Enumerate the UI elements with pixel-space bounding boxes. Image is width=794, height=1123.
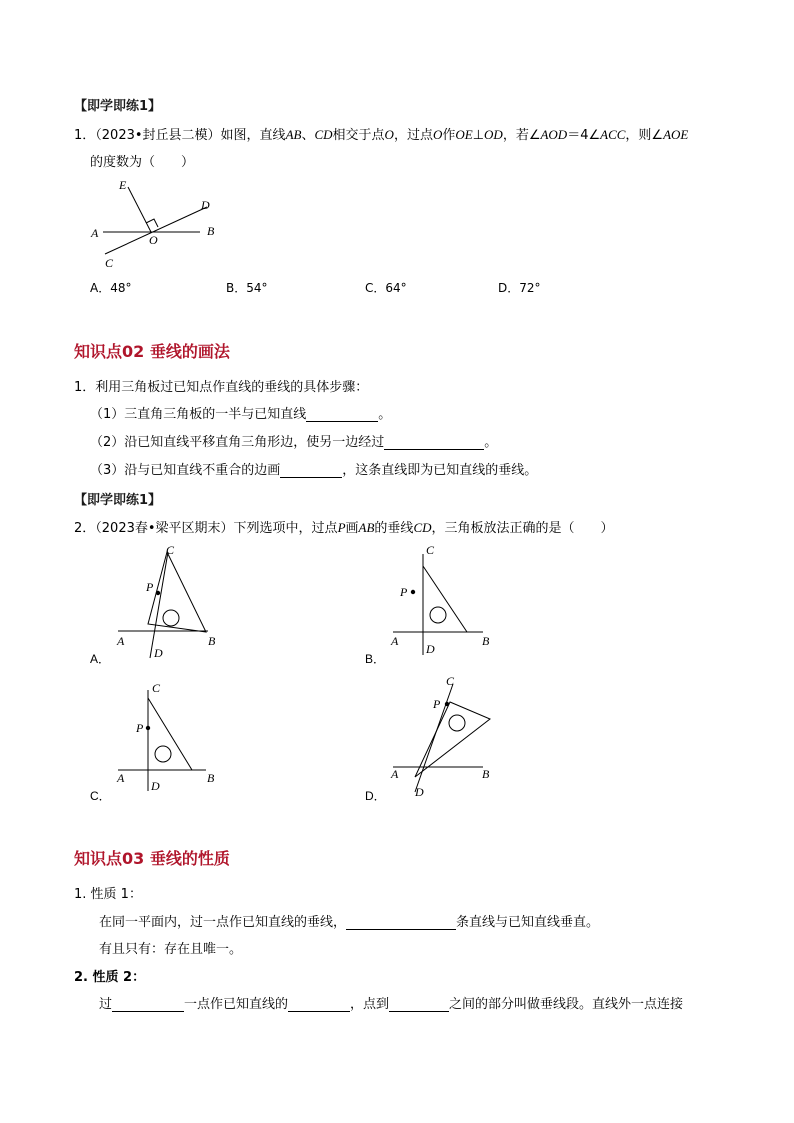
fill-blank[interactable] <box>346 915 456 930</box>
choice-d-label[interactable]: D． <box>365 789 386 803</box>
choice-d-figure <box>385 672 505 802</box>
section-title-02: 知识点02 垂线的画法 <box>74 342 230 361</box>
math-var: AOD <box>540 127 568 142</box>
question-text: ，则∠ <box>625 128 664 143</box>
question-source: （2023春•梁平区期末） <box>95 521 234 536</box>
question-text: ，三角板放法正确的是（ ） <box>431 521 614 536</box>
label-a: A <box>117 634 125 648</box>
label-b: B <box>208 634 216 648</box>
question-text: 相交于点 <box>332 128 385 143</box>
math-var: AB <box>285 127 302 142</box>
question-text: 的垂线 <box>374 521 414 536</box>
point-p <box>445 702 449 706</box>
label-c: C <box>105 256 114 270</box>
label-d: D <box>415 785 424 799</box>
point-p <box>146 726 150 730</box>
step-text: （2）沿已知直线平移直角三角形边，使另一边经过 <box>90 435 385 450</box>
step-2 <box>90 431 497 450</box>
label-p: P <box>433 697 441 711</box>
step-text: ，这条直线即为已知直线的垂线。 <box>342 463 538 478</box>
choice-c-label[interactable]: C． <box>90 789 111 803</box>
label-a: A <box>391 767 399 781</box>
property-1-note: 有且只有：存在且唯一。 <box>99 942 243 957</box>
question-text: ，过点 <box>393 128 433 143</box>
set-square-hole <box>449 715 465 731</box>
math-var: O <box>384 127 394 142</box>
label-b: B <box>482 634 490 648</box>
fill-blank[interactable] <box>306 407 378 422</box>
choice-a-label[interactable]: A． <box>90 652 111 666</box>
label-p: P <box>146 580 154 594</box>
question-number: 1． <box>74 128 96 143</box>
point-p <box>411 590 415 594</box>
intersecting-lines-figure <box>85 172 235 272</box>
set-square-hole <box>155 746 171 762</box>
choice-c-figure <box>110 676 230 801</box>
math-var: P <box>337 520 346 535</box>
label-c: C <box>152 681 161 695</box>
math-var: AOE <box>663 127 689 142</box>
math-var: OD <box>484 127 503 142</box>
step-text: 。 <box>484 435 498 450</box>
fill-blank[interactable] <box>389 997 449 1012</box>
property-text: 条直线与已知直线垂直。 <box>456 915 600 930</box>
step-text: （3）沿与已知直线不重合的边画 <box>90 463 281 478</box>
set-square-hole <box>163 610 179 626</box>
step-text: 。 <box>378 407 392 422</box>
label-c: C <box>166 543 175 557</box>
practice-tag-1: 【即学即练1】 <box>74 99 162 114</box>
option-c[interactable]: C．64° <box>365 281 407 295</box>
math-var: OE <box>455 127 473 142</box>
set-square-hole <box>430 607 446 623</box>
label-c: C <box>446 674 455 688</box>
label-a: A <box>91 226 99 240</box>
label-e: E <box>119 178 127 192</box>
fill-blank[interactable] <box>280 463 342 478</box>
question-text: 下列选项中，过点 <box>233 521 338 536</box>
question-2 <box>74 517 614 536</box>
question-1-line-2: 的度数为（ ） <box>90 155 195 170</box>
choice-b-figure <box>385 540 505 665</box>
property-text: 在同一平面内，过一点作已知直线的垂线， <box>99 915 347 930</box>
fill-blank[interactable] <box>288 997 350 1012</box>
math-var: CD <box>413 520 432 535</box>
label-o: O <box>149 233 158 247</box>
step-3 <box>90 459 537 478</box>
label-d: D <box>151 779 160 793</box>
practice-tag-2: 【即学即练1】 <box>74 493 162 508</box>
question-text: 作 <box>442 128 456 143</box>
label-p: P <box>136 721 144 735</box>
fill-blank[interactable] <box>384 435 484 450</box>
question-text: 、 <box>301 128 315 143</box>
property-2-text <box>99 993 683 1012</box>
question-1-line-1 <box>74 124 688 143</box>
label-c: C <box>426 543 435 557</box>
set-square <box>148 698 192 770</box>
property-text: 之间的部分叫做垂线段。直线外一点连接 <box>449 997 684 1012</box>
label-p: P <box>400 585 408 599</box>
step-1 <box>90 403 391 422</box>
question-number: 2． <box>74 521 96 536</box>
label-a: A <box>117 771 125 785</box>
steps-intro: 1．利用三角板过已知点作直线的垂线的具体步骤： <box>74 380 369 395</box>
property-1-head: 1. 性质 1： <box>74 887 142 902</box>
ray-oe <box>128 187 151 232</box>
option-d[interactable]: D．72° <box>498 281 541 295</box>
property-text: ，点到 <box>350 997 390 1012</box>
math-var: CD <box>314 127 333 142</box>
set-square <box>415 702 490 777</box>
label-b: B <box>207 771 215 785</box>
fill-blank[interactable] <box>112 997 184 1012</box>
math-var: O <box>432 127 443 142</box>
perp-symbol: ⊥ <box>472 128 485 143</box>
option-a[interactable]: A．48° <box>90 281 132 295</box>
question-text: ＝4∠ <box>567 128 601 143</box>
point-p <box>156 591 160 595</box>
step-text: （1）三直角三角板的一半与已知直线 <box>90 407 307 422</box>
question-source: （2023•封丘县二模） <box>95 128 221 143</box>
math-var: AB <box>358 520 375 535</box>
question-text: 画 <box>345 521 359 536</box>
property-2-head: 2. 性质 2： <box>74 970 146 985</box>
label-b: B <box>482 767 490 781</box>
label-b: B <box>207 224 215 238</box>
label-d: D <box>154 646 163 660</box>
choice-a-figure <box>110 540 230 665</box>
section-title-03: 知识点03 垂线的性质 <box>74 849 230 868</box>
math-var: ACC <box>600 127 626 142</box>
question-text: 如图，直线 <box>220 128 286 143</box>
property-1-text <box>99 911 599 930</box>
option-b[interactable]: B．54° <box>226 281 268 295</box>
label-d: D <box>426 642 435 656</box>
property-text: 一点作已知直线的 <box>184 997 289 1012</box>
property-text: 过 <box>99 997 113 1012</box>
label-a: A <box>391 634 399 648</box>
set-square <box>423 566 467 632</box>
choice-b-label[interactable]: B． <box>365 652 386 666</box>
question-text: ，若∠ <box>502 128 541 143</box>
label-d: D <box>201 198 210 212</box>
